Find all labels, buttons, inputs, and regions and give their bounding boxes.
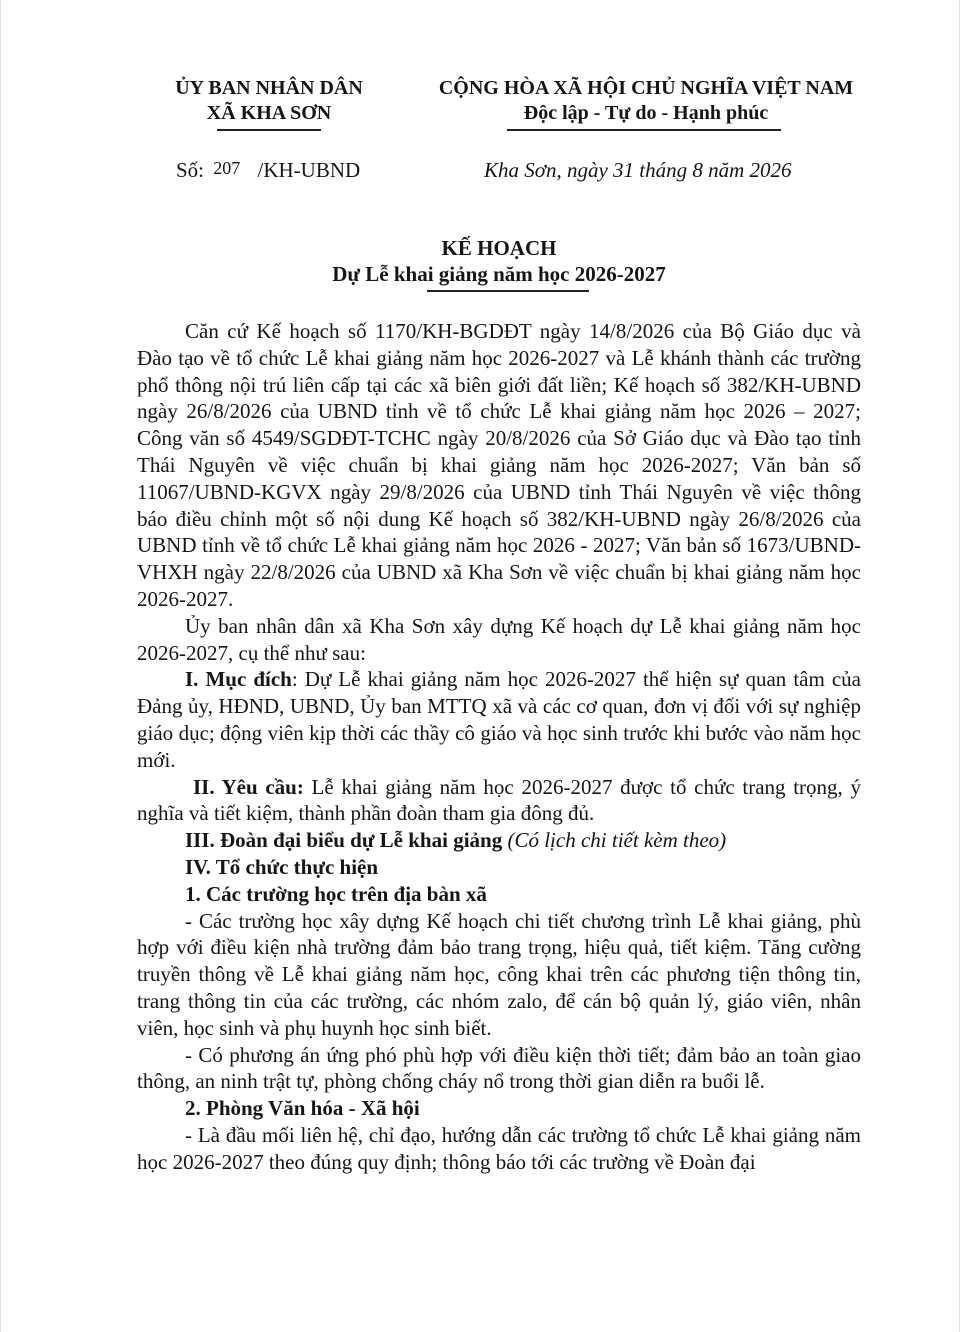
section-delegation-label: III. Đoàn đại biểu dự Lễ khai giảng: [185, 828, 503, 853]
subsection-schools: 1. Các trường học trên địa bàn xã: [185, 881, 487, 906]
subsection-culture-office-item-1: - Là đầu mối liên hệ, chỉ đạo, hướng dẫn các trường tổ chức Lễ khai giảng năm học 2026-2027 theo đúng quy định; thông báo tới các trường về Đoàn đại: [137, 1122, 861, 1174]
section-implementation: IV. Tổ chức thực hiện: [185, 854, 379, 879]
section-requirements-text: Lễ khai giảng năm học 2026-2027 được tổ chức trang trọng, ý nghĩa và tiết kiệm, thành phần đoàn tham gia đông đủ.: [137, 774, 861, 826]
motto-underline: [507, 129, 781, 131]
title-underline: [427, 290, 589, 292]
section-purpose-label: I. Mục đích: [185, 667, 292, 692]
document-body: [137, 318, 861, 1176]
agency-commune: XÃ KHA SƠN: [206, 102, 332, 124]
doc-number-suffix: /KH-UBND: [257, 158, 361, 182]
doc-number-value: 207: [213, 158, 241, 178]
paragraph-intro: Ủy ban nhân dân xã Kha Sơn xây dựng Kế hoạch dự Lễ khai giảng năm học 2026-2027, cụ thể như sau:: [137, 613, 861, 665]
doc-title: KẾ HOẠCH: [441, 236, 557, 260]
paragraph-legal-basis: Căn cứ Kế hoạch số 1170/KH-BGDĐT ngày 14/8/2026 của Bộ Giáo dục và Đào tạo về tổ chức Lễ khai giảng năm học 2026-2027 và Lễ khánh thành các trường phổ thông nội trú liên cấp tại các xã biên giới đất liền; Kế hoạch số 382/KH-UBND ngày 26/8/2026 của UBND tỉnh về tổ chức Lễ khai giảng năm học 2026 – 2027; Công văn số 4549/SGDĐT-TCHC ngày 20/8/2026 của Sở Giáo dục và Đào tạo tỉnh Thái Nguyên về việc chuẩn bị khai giảng năm học 2026-2027; Văn bản số 11067/UBND-KGVX ngày 29/8/2026 của UBND tỉnh Thái Nguyên về việc thông báo điều chỉnh một số nội dung Kế hoạch số 382/KH-UBND ngày 26/8/2026 của UBND tỉnh về tổ chức Lễ khai giảng năm học 2026 - 2027; Văn bản số 1673/UBND-VHXH ngày 22/8/2026 của UBND xã Kha Sơn về việc chuẩn bị khai giảng năm học 2026-2027.: [137, 319, 861, 611]
doc-number: [176, 158, 360, 183]
subsection-schools-item-1: - Các trường học xây dựng Kế hoạch chi tiết chương trình Lễ khai giảng, phù hợp với điều kiện nhà trường đảm bảo trang trọng, hiệu quả, tiết kiệm. Tăng cường truyền thông về Lễ khai giảng năm học, công khai trên các phương tiện thông tin, trang thông tin của các trường, các nhóm zalo, để cán bộ quản lý, giáo viên, nhân viên, học sinh và phụ huynh học sinh biết.: [137, 908, 861, 1040]
section-delegation-note: (Có lịch chi tiết kèm theo): [502, 828, 727, 853]
section-purpose-text: : Dự Lễ khai giảng năm học 2026-2027 thể hiện sự quan tâm của Đảng ủy, HĐND, UBND, Ủy ban MTTQ xã và các cơ quan, đơn vị đối với sự nghiệp giáo dục; động viên kịp thời các thầy cô giáo và học sinh trước khi bước vào năm học mới.: [137, 667, 861, 772]
section-requirements: [137, 774, 861, 828]
section-purpose: [137, 666, 861, 773]
section-requirements-label: II. Yêu cầu:: [193, 774, 304, 799]
doc-subtitle: Dự Lễ khai giảng năm học 2026-2027: [332, 262, 666, 286]
place-date: Kha Sơn, ngày 31 tháng 8 năm 2026: [484, 158, 792, 182]
agency-name: ỦY BAN NHÂN DÂN: [175, 77, 363, 99]
agency-underline: [217, 129, 321, 131]
national-motto: Độc lập - Tự do - Hạnh phúc: [523, 102, 769, 124]
national-title: CỘNG HÒA XÃ HỘI CHỦ NGHĨA VIỆT NAM: [438, 77, 854, 99]
subsection-schools-item-2: - Có phương án ứng phó phù hợp với điều kiện thời tiết; đảm bảo an toàn giao thông, an ninh trật tự, phòng chống cháy nổ trong thời gian diễn ra buổi lễ.: [137, 1042, 861, 1094]
subsection-culture-office: 2. Phòng Văn hóa - Xã hội: [185, 1096, 420, 1121]
section-delegation: [137, 827, 861, 854]
doc-number-prefix: Số:: [176, 158, 205, 182]
